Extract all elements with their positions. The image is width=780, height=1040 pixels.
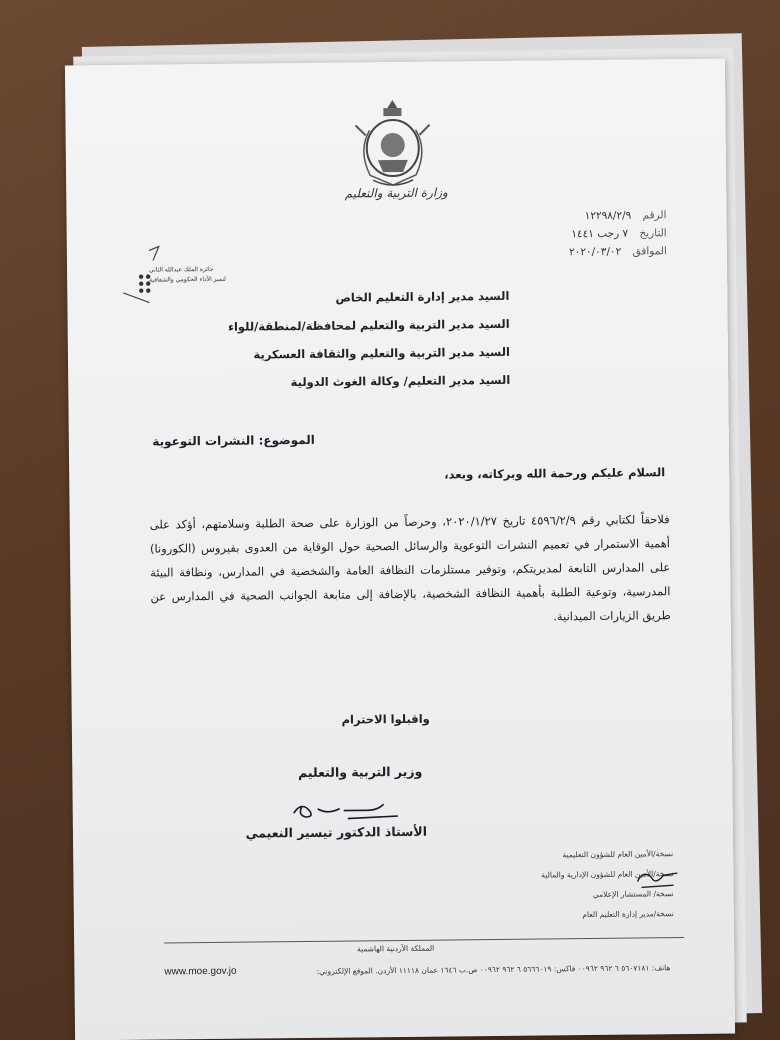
date-hijri: ٧ رجب ١٤٤١ [571,227,629,241]
ref-number: ١٢٢٩٨/٢/٩ [584,209,632,223]
stamp-line-1: جائزة الملك عبدالله الثاني [149,265,214,274]
date-greg: ٢٠٢٠/٠٣/٠٢ [568,245,622,259]
footer-url[interactable]: www.moe.gov.jo [164,965,237,978]
copy-line-3: نسخة/ المستشار الإعلامي [592,889,674,899]
footer-contact: هاتف: ٥٦٠٧١٨١ ٦ ٩٦٢ ٠٠٩٦٢ فاكس: ٥٦٦٦٠١٩ ٦ ٩٦٢ ٠٠٩٦٢ ص.ب ١٦٤٦ عمان ١١١١٨ الأردن. الموقع الإلكتروني: [316,963,671,976]
ministry-name: وزارة التربية والتعليم [344,185,448,201]
addressee-3: السيد مدير التربية والتعليم والثقافة العسكرية [253,344,511,362]
copy-line-1: نسخة/الأمين العام للشؤون التعليمية [562,849,674,860]
minister-title: وزير التربية والتعليم [297,763,423,781]
ref-number-row [556,209,666,222]
initial-signature-icon [633,863,683,894]
footer-rule [164,937,684,943]
date-greg-label: الموافق [632,245,667,258]
addressee-1: السيد مدير إدارة التعليم الخاص [335,288,510,305]
closing: واقبلوا الاحترام [341,711,430,727]
copy-line-4: نسخة/مدير إدارة التعليم العام [582,909,674,920]
ref-number-label: الرقم [642,209,667,222]
addressee-4: السيد مدير التعليم/ وكالة الغوث الدولية [290,372,511,390]
letter-body: فلاحقاً لكتابي رقم ٤٥٩٦/٢/٩ تاريخ ٢٠٢٠/١/٢٧، وحرصاً من الوزارة على صحة الطلبة وسلامتهم، أؤكد على أهمية الاستمرار في تعميم النشرات التوعوية والرسائل الصحية حول الوقاية من العدوى بفيروس (الكورونا) على المدارس التابعة لمديريتكم، وتوفير مستلزمات النظافة العامة والشخصية في المدارس، ونظافة البيئة المدرسية، وتوعية الطلبة بأهمية النظافة الشخصية، بالإضافة إلى متابعة الجوانب الصحية في المدارس عن طريق الزيارات الميدانية. [149,512,671,624]
award-stamp [119,242,226,313]
addressee-2: السيد مدير التربية والتعليم لمحافظة/لمنطقة/للواء [227,316,510,334]
copy-line-2: نسخة/الأمين العام للشؤون الإدارية والمالية [541,869,674,880]
letter-page [65,59,735,1040]
date-hijri-label: التاريخ [639,227,667,240]
date-hijri-row [557,227,667,240]
minister-signature-icon [288,790,408,825]
jordan-crest-icon [347,90,438,201]
greeting: السلام عليكم ورحمة الله وبركاته، وبعد، [444,465,666,482]
subject-line: الموضوع: النشرات التوعوية [152,432,315,449]
date-greg-row [557,245,667,258]
stamp-line-2: لتميز الأداء الحكومي والشفافية [149,275,226,284]
footer-kingdom: المملكة الأردنية الهاشمية [356,943,435,954]
minister-name: الأستاذ الدكتور تيسير النعيمي [245,823,428,841]
